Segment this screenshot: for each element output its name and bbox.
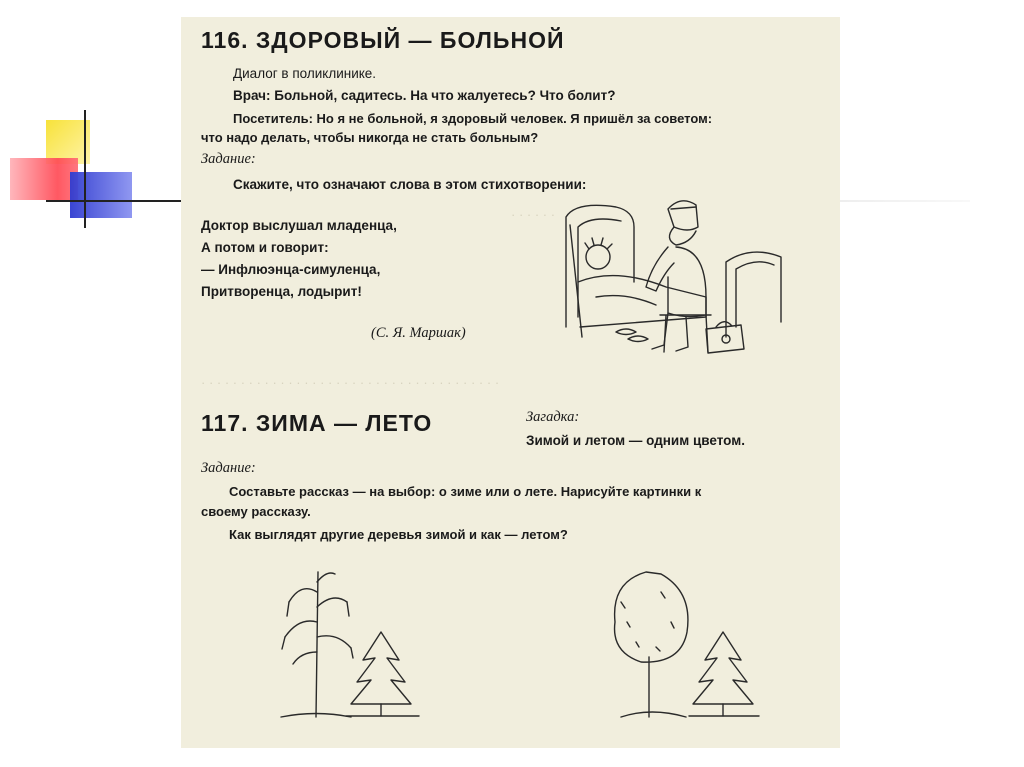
section-117-title: 117. ЗИМА — ЛЕТО: [201, 410, 433, 436]
riddle-text: Зимой и летом — одним цветом.: [526, 433, 745, 448]
visitor-line-1: Посетитель: Но я не больной, я здоровый человек. Я пришёл за советом:: [233, 111, 713, 126]
poem-line-1: Доктор выслушал младенца,: [201, 218, 397, 233]
visitor-line-2: что надо делать, чтобы никогда не стать больным?: [201, 130, 539, 145]
doctor-with-child-in-bed-icon: [556, 187, 796, 357]
bare-birch-and-spruce-icon: [271, 552, 421, 722]
poem-line-4: Притворенца, лодырит!: [201, 284, 362, 299]
task-label-117: Задание:: [201, 460, 256, 476]
decor-vertical-line: [84, 110, 86, 228]
task-label-116: Задание:: [201, 151, 256, 167]
decor-red-square: [10, 158, 78, 200]
poem-author: (С. Я. Маршак): [371, 325, 466, 341]
task-117-line-1: Составьте рассказ — на выбор: о зиме или о лете. Нарисуйте картинки к: [229, 484, 702, 499]
task-117-line-2: своему рассказу.: [201, 504, 311, 519]
riddle-label: Загадка:: [526, 409, 580, 425]
bleed-through-text: · · · · · · · · · · · · · · · · · · · · · · · · · · · · · · · · · · · · · ·: [201, 375, 500, 390]
decor-blue-square: [70, 172, 132, 218]
section-116-intro: Диалог в поликлинике.: [233, 66, 377, 81]
task-text-116: Скажите, что означают слова в этом стихотворении:: [233, 177, 587, 192]
section-116-title: 116. ЗДОРОВЫЙ — БОЛЬНОЙ: [201, 27, 565, 53]
poem-line-2: А потом и говорит:: [201, 240, 329, 255]
decor-horizontal-line: [46, 200, 181, 202]
bleed-through-text: · · · · · ·: [511, 207, 556, 222]
scanned-page: [181, 17, 840, 748]
leafy-birch-and-spruce-icon: [601, 552, 761, 722]
doctor-line: Врач: Больной, садитесь. На что жалуетесь? Что болит?: [233, 88, 616, 103]
poem-line-3: — Инфлюэнца-симуленца,: [201, 262, 381, 277]
task-117-line-3: Как выглядят другие деревья зимой и как — летом?: [229, 527, 568, 542]
decor-horizontal-line-right: [840, 200, 970, 202]
